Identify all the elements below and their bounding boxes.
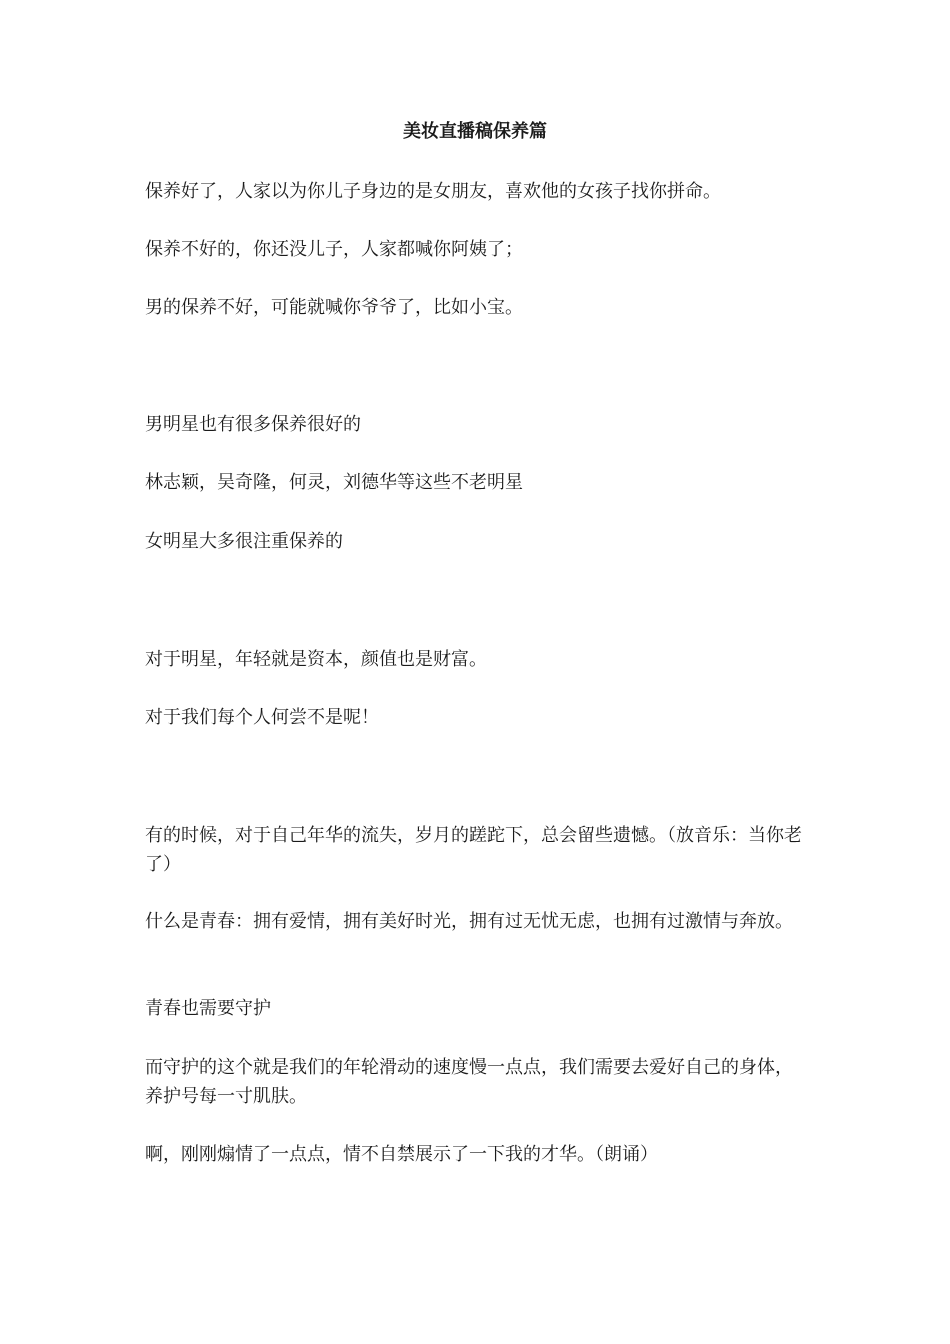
paragraph: 青春也需要守护: [145, 998, 271, 1019]
paragraph: 有的时候，对于自己年华的流失，岁月的蹉跎下，总会留些遗憾。（放音乐：当你老了）: [145, 825, 802, 875]
paragraph: 林志颖，吴奇隆，何灵，刘德华等这些不老明星: [145, 472, 523, 493]
document-title: 美妆直播稿保养篇: [403, 121, 547, 142]
paragraph: 女明星大多很注重保养的: [145, 531, 343, 552]
paragraph: 对于明星，年轻就是资本，颜值也是财富。: [145, 649, 487, 670]
paragraph: 保养好了，人家以为你儿子身边的是女朋友，喜欢他的女孩子找你拼命。: [145, 181, 721, 202]
paragraph: 男明星也有很多保养很好的: [145, 414, 361, 435]
paragraph: 什么是青春：拥有爱情，拥有美好时光，拥有过无忧无虑，也拥有过激情与奔放。: [145, 911, 793, 932]
paragraph: 对于我们每个人何尝不是呢！: [145, 707, 379, 728]
paragraph: 而守护的这个就是我们的年轮滑动的速度慢一点点，我们需要去爱好自己的身体，养护号每一寸肌肤。: [145, 1057, 793, 1107]
paragraph: 保养不好的，你还没儿子，人家都喊你阿姨了；: [145, 239, 523, 260]
paragraph: 啊，刚刚煽情了一点点，情不自禁展示了一下我的才华。（朗诵）: [145, 1144, 658, 1165]
paragraph: 男的保养不好，可能就喊你爷爷了，比如小宝。: [145, 297, 523, 318]
